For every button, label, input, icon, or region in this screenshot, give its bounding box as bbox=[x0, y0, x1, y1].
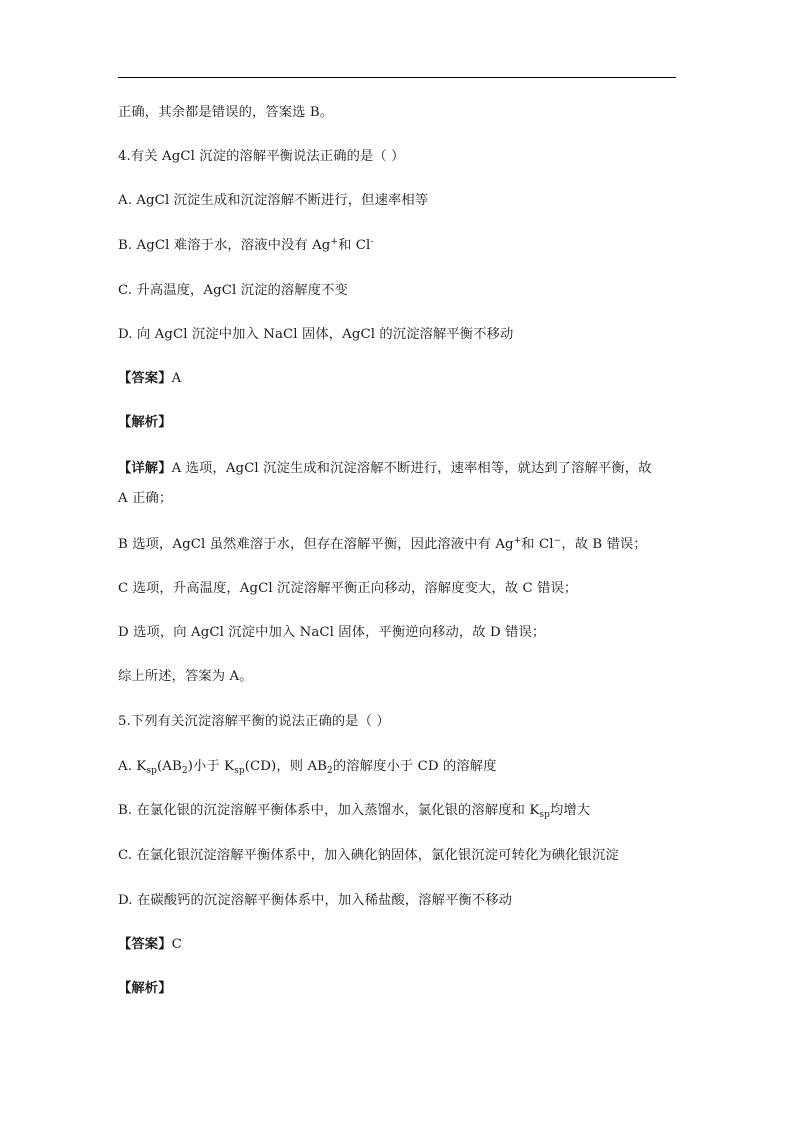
superscript: + bbox=[513, 536, 522, 546]
question-5-option-d: D. 在碳酸钙的沉淀溶解平衡体系中，加入稀盐酸，溶解平衡不移动 bbox=[118, 893, 513, 908]
text-span: (AB bbox=[156, 759, 182, 774]
answer-value: A bbox=[171, 371, 182, 386]
text-span: (CD)，则 AB bbox=[244, 759, 328, 774]
subscript: 2 bbox=[181, 766, 188, 776]
text-line: 正确，其余都是错误的，答案选 B。 bbox=[118, 105, 334, 120]
text-span: B. 在氯化银的沉淀溶解平衡体系中，加入蒸馏水，氯化银的溶解度和 K bbox=[118, 803, 540, 818]
question-4-option-a: A. AgCl 沉淀生成和沉淀溶解不断进行，但速率相等 bbox=[118, 193, 429, 208]
question-5-option-c: C. 在氯化银沉淀溶解平衡体系中，加入碘化钠固体，氯化银沉淀可转化为碘化银沉淀 bbox=[118, 848, 619, 863]
text-span: 和 Cl bbox=[521, 537, 554, 552]
text-span: )小于 K bbox=[187, 759, 235, 774]
question-4-option-d: D. 向 AgCl 沉淀中加入 NaCl 固体，AgCl 的沉淀溶解平衡不移动 bbox=[118, 327, 514, 342]
subscript: sp bbox=[539, 810, 550, 820]
question-4-option-b bbox=[118, 237, 374, 255]
superscript: - bbox=[370, 237, 374, 247]
question-4-detail-line-2: A 正确； bbox=[118, 491, 173, 506]
question-4-detail-line-1 bbox=[118, 460, 652, 478]
question-4-title: 4.有关 AgCl 沉淀的溶解平衡说法正确的是（ ） bbox=[118, 149, 405, 164]
question-4-option-c: C. 升高温度，AgCl 沉淀的溶解度不变 bbox=[118, 283, 348, 298]
question-4-answer bbox=[118, 370, 181, 388]
question-4-summary: 综上所述，答案为 A。 bbox=[118, 669, 253, 684]
superscript: + bbox=[330, 237, 339, 247]
text-span: B. AgCl 难溶于水，溶液中没有 Ag bbox=[118, 238, 331, 253]
question-4-explanation-b bbox=[118, 536, 647, 554]
question-4-analysis-label: 【解析】 bbox=[118, 415, 172, 430]
subscript: sp bbox=[146, 766, 157, 776]
text-span: B 选项，AgCl 虽然难溶于水，但存在溶解平衡，因此溶液中有 Ag bbox=[118, 537, 514, 552]
answer-value: C bbox=[171, 937, 182, 952]
subscript: sp bbox=[234, 766, 245, 776]
answer-label: 【答案】 bbox=[118, 937, 172, 952]
detail-label: 【详解】 bbox=[118, 461, 172, 476]
question-5-option-a bbox=[118, 758, 497, 776]
text-span: 和 Cl bbox=[338, 238, 371, 253]
text-span: ，故 B 错误； bbox=[561, 537, 647, 552]
subscript: 2 bbox=[327, 766, 333, 776]
text-span: 的溶解度小于 CD 的溶解度 bbox=[332, 759, 497, 774]
text-span: A 选项，AgCl 沉淀生成和沉淀溶解不断进行，速率相等，就达到了溶解平衡，故 bbox=[171, 461, 652, 476]
superscript: − bbox=[553, 536, 562, 546]
answer-label: 【答案】 bbox=[118, 371, 172, 386]
question-4-explanation-c: C 选项，升高温度，AgCl 沉淀溶解平衡正向移动，溶解度变大，故 C 错误； bbox=[118, 581, 578, 596]
header-rule bbox=[118, 77, 676, 78]
question-5-title: 5.下列有关沉淀溶解平衡的说法正确的是（ ） bbox=[118, 714, 390, 729]
text-span: 均增大 bbox=[550, 803, 591, 818]
text-span: A. K bbox=[118, 759, 147, 774]
question-5-option-b bbox=[118, 802, 590, 820]
question-5-answer bbox=[118, 936, 182, 954]
question-5-analysis-label: 【解析】 bbox=[118, 981, 172, 996]
question-4-explanation-d: D 选项，向 AgCl 沉淀中加入 NaCl 固体，平衡逆向移动，故 D 错误； bbox=[118, 625, 546, 640]
